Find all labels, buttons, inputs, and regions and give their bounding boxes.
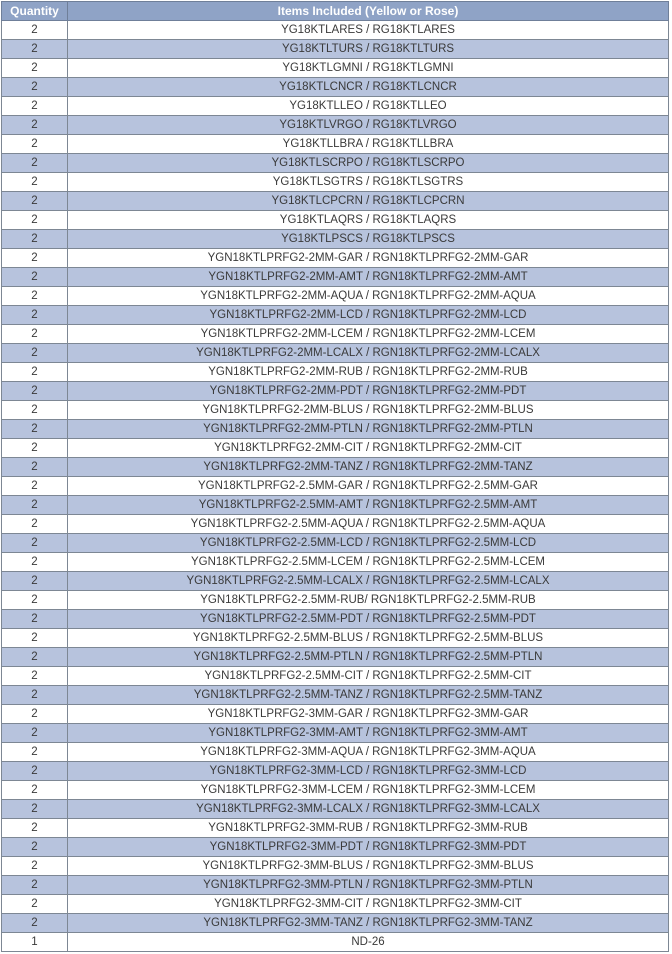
table-row (2, 838, 669, 857)
table-row (2, 78, 669, 97)
item-cell: YGN18KTLPRFG2-2.5MM-PDT / RGN18KTLPRFG2-2.5MM-PDT (68, 610, 669, 629)
items-table-container (1, 1, 668, 952)
quantity-cell: 2 (2, 59, 68, 78)
table-row (2, 363, 669, 382)
item-cell: YG18KTLLBRA / RG18KTLLBRA (68, 135, 669, 154)
table-row (2, 40, 669, 59)
table-row (2, 135, 669, 154)
quantity-cell: 2 (2, 743, 68, 762)
item-cell: YGN18KTLPRFG2-3MM-BLUS / RGN18KTLPRFG2-3MM-BLUS (68, 857, 669, 876)
item-cell: YG18KTLLEO / RG18KTLLEO (68, 97, 669, 116)
table-row (2, 173, 669, 192)
item-cell: YGN18KTLPRFG2-3MM-LCEM / RGN18KTLPRFG2-3MM-LCEM (68, 781, 669, 800)
quantity-cell: 2 (2, 154, 68, 173)
quantity-cell: 2 (2, 344, 68, 363)
item-cell: YGN18KTLPRFG2-2.5MM-CIT / RGN18KTLPRFG2-2.5MM-CIT (68, 667, 669, 686)
table-row (2, 344, 669, 363)
table-row (2, 876, 669, 895)
item-cell: YGN18KTLPRFG2-2MM-GAR / RGN18KTLPRFG2-2MM-GAR (68, 249, 669, 268)
table-row (2, 591, 669, 610)
quantity-cell: 2 (2, 838, 68, 857)
table-row (2, 458, 669, 477)
table-row (2, 287, 669, 306)
table-row (2, 629, 669, 648)
item-cell: YGN18KTLPRFG2-2MM-BLUS / RGN18KTLPRFG2-2MM-BLUS (68, 401, 669, 420)
item-cell: ND-26 (68, 933, 669, 952)
quantity-cell: 2 (2, 439, 68, 458)
item-cell: YGN18KTLPRFG2-2MM-LCD / RGN18KTLPRFG2-2MM-LCD (68, 306, 669, 325)
table-row (2, 97, 669, 116)
quantity-cell: 2 (2, 781, 68, 800)
item-cell: YGN18KTLPRFG2-2.5MM-BLUS / RGN18KTLPRFG2-2.5MM-BLUS (68, 629, 669, 648)
item-cell: YGN18KTLPRFG2-2MM-AMT / RGN18KTLPRFG2-2MM-AMT (68, 268, 669, 287)
item-cell: YGN18KTLPRFG2-2.5MM-LCEM / RGN18KTLPRFG2-2.5MM-LCEM (68, 553, 669, 572)
item-cell: YGN18KTLPRFG2-2MM-AQUA / RGN18KTLPRFG2-2MM-AQUA (68, 287, 669, 306)
quantity-cell: 2 (2, 21, 68, 40)
quantity-cell: 2 (2, 572, 68, 591)
quantity-cell: 2 (2, 363, 68, 382)
table-row (2, 572, 669, 591)
item-cell: YGN18KTLPRFG2-2.5MM-LCD / RGN18KTLPRFG2-2.5MM-LCD (68, 534, 669, 553)
quantity-cell: 2 (2, 496, 68, 515)
table-row (2, 306, 669, 325)
table-row (2, 515, 669, 534)
item-cell: YGN18KTLPRFG2-2.5MM-RUB/ RGN18KTLPRFG2-2.5MM-RUB (68, 591, 669, 610)
item-cell: YGN18KTLPRFG2-3MM-PDT / RGN18KTLPRFG2-3MM-PDT (68, 838, 669, 857)
item-cell: YGN18KTLPRFG2-2.5MM-PTLN / RGN18KTLPRFG2-2.5MM-PTLN (68, 648, 669, 667)
quantity-cell: 2 (2, 287, 68, 306)
quantity-cell: 2 (2, 40, 68, 59)
item-cell: YG18KTLAQRS / RG18KTLAQRS (68, 211, 669, 230)
table-row (2, 857, 669, 876)
table-row (2, 648, 669, 667)
item-cell: YG18KTLSGTRS / RG18KTLSGTRS (68, 173, 669, 192)
quantity-cell: 2 (2, 135, 68, 154)
table-row (2, 743, 669, 762)
item-cell: YGN18KTLPRFG2-3MM-GAR / RGN18KTLPRFG2-3MM-GAR (68, 705, 669, 724)
quantity-cell: 2 (2, 116, 68, 135)
item-cell: YG18KTLPSCS / RG18KTLPSCS (68, 230, 669, 249)
item-cell: YGN18KTLPRFG2-3MM-RUB / RGN18KTLPRFG2-3MM-RUB (68, 819, 669, 838)
table-header-row (2, 2, 669, 21)
item-cell: YGN18KTLPRFG2-2MM-RUB / RGN18KTLPRFG2-2MM-RUB (68, 363, 669, 382)
items-column-header: Items Included (Yellow or Rose) (68, 2, 669, 21)
quantity-cell: 2 (2, 819, 68, 838)
quantity-cell: 2 (2, 610, 68, 629)
quantity-cell: 2 (2, 458, 68, 477)
table-body (2, 21, 669, 952)
item-cell: YGN18KTLPRFG2-3MM-LCD / RGN18KTLPRFG2-3MM-LCD (68, 762, 669, 781)
quantity-cell: 2 (2, 268, 68, 287)
quantity-cell: 2 (2, 382, 68, 401)
table-row (2, 534, 669, 553)
item-cell: YG18KTLCNCR / RG18KTLCNCR (68, 78, 669, 97)
table-row (2, 914, 669, 933)
table-row (2, 610, 669, 629)
table-row (2, 496, 669, 515)
quantity-cell: 2 (2, 477, 68, 496)
quantity-cell: 2 (2, 211, 68, 230)
quantity-cell: 2 (2, 876, 68, 895)
item-cell: YGN18KTLPRFG2-2.5MM-AQUA / RGN18KTLPRFG2-2.5MM-AQUA (68, 515, 669, 534)
quantity-cell: 2 (2, 401, 68, 420)
quantity-cell: 2 (2, 667, 68, 686)
table-row (2, 477, 669, 496)
item-cell: YGN18KTLPRFG2-3MM-CIT / RGN18KTLPRFG2-3MM-CIT (68, 895, 669, 914)
quantity-column-header: Quantity (2, 2, 68, 21)
quantity-cell: 2 (2, 515, 68, 534)
quantity-cell: 2 (2, 97, 68, 116)
item-cell: YG18KTLARES / RG18KTLARES (68, 21, 669, 40)
table-row (2, 439, 669, 458)
item-cell: YGN18KTLPRFG2-3MM-AMT / RGN18KTLPRFG2-3MM-AMT (68, 724, 669, 743)
table-row (2, 762, 669, 781)
table-row (2, 249, 669, 268)
item-cell: YGN18KTLPRFG2-2MM-CIT / RGN18KTLPRFG2-2MM-CIT (68, 439, 669, 458)
quantity-cell: 2 (2, 686, 68, 705)
table-row (2, 325, 669, 344)
table-row (2, 401, 669, 420)
quantity-cell: 2 (2, 306, 68, 325)
item-cell: YGN18KTLPRFG2-3MM-LCALX / RGN18KTLPRFG2-3MM-LCALX (68, 800, 669, 819)
quantity-cell: 2 (2, 648, 68, 667)
item-cell: YG18KTLVRGO / RG18KTLVRGO (68, 116, 669, 135)
quantity-cell: 2 (2, 857, 68, 876)
quantity-cell: 2 (2, 230, 68, 249)
item-cell: YGN18KTLPRFG2-3MM-AQUA / RGN18KTLPRFG2-3MM-AQUA (68, 743, 669, 762)
quantity-cell: 2 (2, 762, 68, 781)
item-cell: YGN18KTLPRFG2-2.5MM-TANZ / RGN18KTLPRFG2-2.5MM-TANZ (68, 686, 669, 705)
item-cell: YGN18KTLPRFG2-2.5MM-AMT / RGN18KTLPRFG2-2.5MM-AMT (68, 496, 669, 515)
table-row (2, 420, 669, 439)
item-cell: YGN18KTLPRFG2-2MM-PTLN / RGN18KTLPRFG2-2MM-PTLN (68, 420, 669, 439)
table-row (2, 211, 669, 230)
item-cell: YG18KTLGMNI / RG18KTLGMNI (68, 59, 669, 78)
table-row (2, 933, 669, 952)
quantity-cell: 2 (2, 249, 68, 268)
table-row (2, 686, 669, 705)
table-row (2, 800, 669, 819)
table-row (2, 819, 669, 838)
quantity-cell: 2 (2, 553, 68, 572)
quantity-cell: 2 (2, 420, 68, 439)
table-row (2, 382, 669, 401)
table-row (2, 116, 669, 135)
quantity-cell: 2 (2, 78, 68, 97)
items-included-table (1, 1, 669, 952)
table-row (2, 192, 669, 211)
quantity-cell: 2 (2, 173, 68, 192)
item-cell: YGN18KTLPRFG2-3MM-TANZ / RGN18KTLPRFG2-3MM-TANZ (68, 914, 669, 933)
item-cell: YGN18KTLPRFG2-2.5MM-GAR / RGN18KTLPRFG2-2.5MM-GAR (68, 477, 669, 496)
item-cell: YGN18KTLPRFG2-3MM-PTLN / RGN18KTLPRFG2-3MM-PTLN (68, 876, 669, 895)
quantity-cell: 2 (2, 800, 68, 819)
quantity-cell: 2 (2, 705, 68, 724)
table-row (2, 705, 669, 724)
table-row (2, 724, 669, 743)
table-row (2, 230, 669, 249)
table-row (2, 59, 669, 78)
item-cell: YG18KTLTURS / RG18KTLTURS (68, 40, 669, 59)
quantity-cell: 2 (2, 192, 68, 211)
item-cell: YGN18KTLPRFG2-2MM-LCEM / RGN18KTLPRFG2-2MM-LCEM (68, 325, 669, 344)
quantity-cell: 2 (2, 914, 68, 933)
item-cell: YGN18KTLPRFG2-2.5MM-LCALX / RGN18KTLPRFG2-2.5MM-LCALX (68, 572, 669, 591)
item-cell: YG18KTLSCRPO / RG18KTLSCRPO (68, 154, 669, 173)
quantity-cell: 2 (2, 724, 68, 743)
quantity-cell: 2 (2, 629, 68, 648)
table-row (2, 154, 669, 173)
table-row (2, 553, 669, 572)
table-row (2, 781, 669, 800)
table-row (2, 268, 669, 287)
item-cell: YGN18KTLPRFG2-2MM-LCALX / RGN18KTLPRFG2-2MM-LCALX (68, 344, 669, 363)
item-cell: YGN18KTLPRFG2-2MM-TANZ / RGN18KTLPRFG2-2MM-TANZ (68, 458, 669, 477)
item-cell: YG18KTLCPCRN / RG18KTLCPCRN (68, 192, 669, 211)
quantity-cell: 1 (2, 933, 68, 952)
item-cell: YGN18KTLPRFG2-2MM-PDT / RGN18KTLPRFG2-2MM-PDT (68, 382, 669, 401)
quantity-cell: 2 (2, 534, 68, 553)
table-row (2, 667, 669, 686)
quantity-cell: 2 (2, 325, 68, 344)
table-row (2, 21, 669, 40)
table-row (2, 895, 669, 914)
quantity-cell: 2 (2, 895, 68, 914)
quantity-cell: 2 (2, 591, 68, 610)
